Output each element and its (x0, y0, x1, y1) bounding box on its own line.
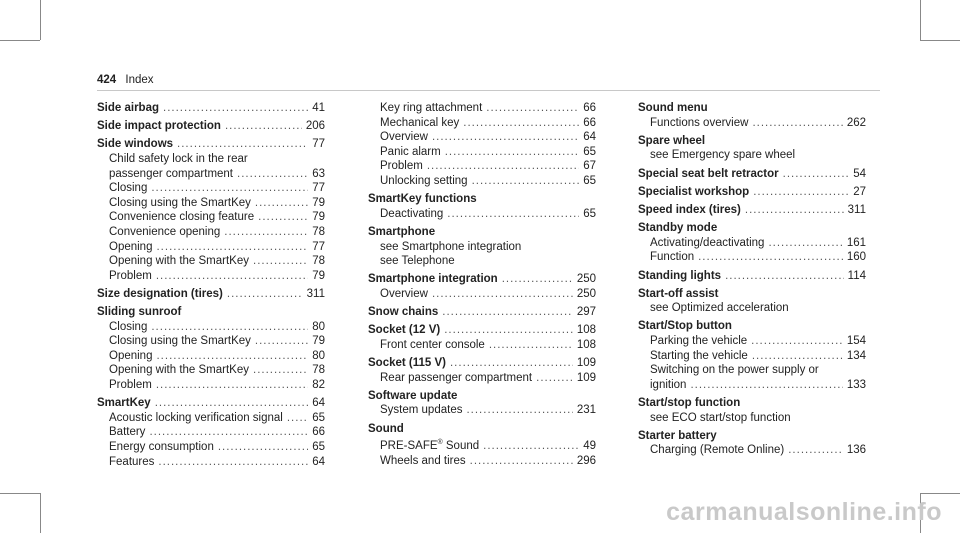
leader-dots (788, 443, 843, 458)
leader-dots (442, 305, 573, 320)
entry-label: Side impact protection (97, 120, 221, 133)
entry-label: Sliding sunroof (97, 306, 182, 319)
entry-label: SmartKey functions (368, 193, 477, 206)
leader-dots (486, 101, 579, 116)
leader-dots (155, 396, 309, 411)
page-ref[interactable]: 80 (312, 349, 325, 362)
leader-dots (447, 207, 579, 222)
page-ref[interactable]: 82 (312, 379, 325, 392)
index-entry[interactable] (638, 203, 866, 218)
watermark: carmanualsonline.info (666, 498, 942, 526)
header-rule (97, 90, 880, 91)
page-ref[interactable]: 64 (583, 131, 596, 144)
index-subentry[interactable] (368, 145, 596, 160)
index-subentry[interactable] (638, 349, 866, 364)
leader-dots (470, 454, 573, 469)
registered-mark: ® (437, 439, 443, 447)
index-subentry (638, 301, 866, 316)
leader-dots (752, 349, 843, 364)
page-ref[interactable]: 65 (312, 441, 325, 454)
entry-label: System updates (380, 404, 463, 417)
entry-label: see Emergency spare wheel (650, 149, 796, 162)
entry-label: Socket (115 V) (368, 357, 446, 370)
index-entry[interactable] (97, 137, 325, 152)
index-subentry (368, 254, 596, 269)
leader-dots (445, 145, 579, 160)
index-entry (368, 389, 596, 404)
page-ref[interactable]: 79 (312, 211, 325, 224)
page-ref[interactable]: 65 (583, 145, 596, 158)
index-subentry[interactable] (97, 254, 325, 269)
page-ref[interactable]: 64 (312, 455, 325, 468)
entry-label: Unlocking setting (380, 174, 468, 187)
entry-label: Standby mode (638, 222, 718, 235)
page-ref[interactable]: 49 (583, 440, 596, 453)
crop-mark (920, 40, 960, 41)
entry-label: Smartphone integration (368, 273, 498, 286)
leader-dots (483, 439, 579, 454)
index-subentry[interactable] (368, 207, 596, 222)
index-subentry (638, 148, 866, 163)
index-subentry[interactable] (638, 250, 866, 265)
entry-label: Closing using the SmartKey (109, 196, 251, 209)
entry-label: Key ring attachment (380, 102, 483, 114)
leader-dots (224, 225, 308, 240)
entry-label: Rear passenger compartment (380, 371, 533, 384)
index-subentry[interactable] (368, 116, 596, 131)
index-entry[interactable] (638, 269, 866, 284)
leader-dots (466, 403, 572, 418)
index-subentry[interactable] (638, 236, 866, 251)
index-entry (638, 101, 866, 116)
index-subentry[interactable] (368, 174, 596, 189)
index-subentry[interactable] (97, 455, 325, 470)
page-ref[interactable]: 262 (846, 116, 866, 129)
section-title: Index (125, 74, 154, 86)
leader-dots (287, 411, 308, 426)
leader-dots (489, 338, 573, 353)
index-subentry (638, 411, 866, 426)
index-subentry[interactable] (97, 411, 325, 426)
page-ref[interactable]: 109 (576, 357, 596, 370)
entry-label: Snow chains (368, 306, 439, 319)
index-subentry[interactable] (97, 440, 325, 455)
entry-label: Problem (109, 379, 152, 392)
leader-dots (502, 272, 573, 287)
index-subentry[interactable] (368, 130, 596, 145)
leader-dots (444, 323, 573, 338)
index-subentry[interactable] (368, 338, 596, 353)
entry-label: Side airbag (97, 102, 159, 114)
entry-label: Acoustic locking verification signal (109, 411, 283, 424)
leader-dots (751, 334, 843, 349)
index-entry (368, 422, 596, 437)
leader-dots (432, 130, 579, 145)
index-subentry (97, 152, 325, 167)
page-ref[interactable]: 311 (847, 203, 866, 216)
leader-dots (463, 116, 579, 131)
crop-mark (40, 0, 41, 40)
leader-dots (725, 269, 844, 284)
index-entry (638, 287, 866, 302)
entry-label: Sound menu (638, 102, 708, 114)
index-subentry[interactable] (97, 378, 325, 393)
index-subentry[interactable] (97, 334, 325, 349)
index-subentry (638, 363, 866, 378)
leader-dots (258, 210, 308, 225)
index-subentry (368, 240, 596, 255)
page-ref[interactable]: 108 (576, 324, 596, 337)
leader-dots (151, 320, 308, 335)
index-column-3 (638, 101, 866, 458)
page-ref[interactable]: 27 (853, 185, 866, 198)
index-subentry[interactable] (368, 454, 596, 469)
entry-label: Size designation (tires) (97, 287, 223, 300)
index-subentry[interactable] (97, 167, 325, 182)
leader-dots (432, 287, 573, 302)
index-entry[interactable] (368, 356, 596, 371)
index-subentry[interactable] (97, 425, 325, 440)
index-subentry[interactable] (368, 403, 596, 418)
page-ref[interactable]: 78 (312, 255, 325, 268)
index-subentry[interactable] (638, 378, 866, 393)
page-ref[interactable]: 77 (312, 138, 325, 151)
index-subentry[interactable] (368, 287, 596, 302)
entry-label: Starting the vehicle (650, 349, 748, 362)
index-entry (368, 225, 596, 240)
page-ref[interactable]: 160 (846, 251, 866, 264)
index-entry (638, 221, 866, 236)
page-header (97, 74, 154, 86)
index-subentry[interactable] (97, 363, 325, 378)
index-entry[interactable] (638, 185, 866, 200)
entry-label: Opening (109, 349, 153, 362)
entry-label: Opening (109, 240, 153, 253)
entry-label: see Telephone (380, 255, 455, 268)
page-ref[interactable]: 79 (312, 196, 325, 209)
entry-label: Switching on the power supply or (650, 364, 819, 377)
page-ref[interactable]: 77 (312, 240, 325, 253)
page-number: 424 (97, 74, 117, 86)
entry-label: Start-off assist (638, 287, 719, 300)
page-ref[interactable]: 65 (312, 411, 325, 424)
entry-label: Activating/deactivating (650, 236, 765, 249)
crop-mark (920, 493, 960, 494)
crop-mark (0, 40, 40, 41)
leader-dots (745, 203, 844, 218)
entry-label: Mechanical key (380, 116, 460, 129)
leader-dots (752, 116, 842, 131)
entry-label: Opening with the SmartKey (109, 255, 249, 268)
entry-label: Closing (109, 182, 148, 195)
page-ref[interactable]: 80 (312, 320, 325, 333)
index-entry[interactable] (368, 305, 596, 320)
page-ref[interactable]: 311 (306, 287, 325, 300)
leader-dots (427, 159, 579, 174)
page-ref[interactable]: 77 (312, 182, 325, 195)
leader-dots (151, 181, 308, 196)
page-ref[interactable]: 231 (576, 404, 596, 417)
index-subentry[interactable] (368, 159, 596, 174)
index-subentry[interactable] (97, 225, 325, 240)
entry-label: Convenience closing feature (109, 211, 255, 224)
entry-label: passenger compartment (109, 167, 234, 180)
index-subentry[interactable] (368, 101, 596, 116)
entry-label: PRE-SAFE® Sound (380, 439, 480, 453)
page-ref[interactable]: 133 (846, 378, 866, 391)
index-subentry[interactable] (97, 196, 325, 211)
page-ref[interactable]: 66 (583, 102, 596, 114)
index-entry (638, 134, 866, 149)
index-entry (97, 305, 325, 320)
crop-mark (40, 493, 41, 533)
entry-label: Special seat belt retractor (638, 167, 779, 180)
page-ref[interactable]: 65 (583, 174, 596, 187)
leader-dots (255, 334, 308, 349)
index-subentry[interactable] (97, 320, 325, 335)
leader-dots (149, 425, 308, 440)
index-entry[interactable] (97, 119, 325, 134)
index-subentry[interactable] (97, 240, 325, 255)
entry-label: Functions overview (650, 116, 749, 129)
leader-dots (237, 167, 308, 182)
leader-dots (536, 371, 573, 386)
index-entry[interactable] (638, 167, 866, 182)
entry-label: Overview (380, 131, 428, 144)
page-ref[interactable]: 250 (576, 287, 596, 300)
page-ref[interactable]: 63 (312, 167, 325, 180)
entry-label: Charging (Remote Online) (650, 444, 785, 457)
leader-dots (450, 356, 573, 371)
entry-label: Overview (380, 287, 428, 300)
entry-label: Battery (109, 426, 146, 439)
index-entry (368, 192, 596, 207)
page-ref[interactable]: 297 (576, 306, 596, 319)
page-ref[interactable]: 79 (312, 269, 325, 282)
page-ref[interactable]: 66 (583, 116, 596, 129)
leader-dots (253, 363, 308, 378)
entry-label: Problem (380, 160, 423, 173)
leader-dots (472, 174, 580, 189)
entry-label: Closing (109, 320, 148, 333)
entry-label: Front center console (380, 338, 485, 351)
leader-dots (783, 167, 850, 182)
index-subentry[interactable] (97, 181, 325, 196)
entry-label: Panic alarm (380, 145, 441, 158)
leader-dots (156, 269, 308, 284)
entry-label: Start/Stop button (638, 320, 732, 333)
entry-label: Parking the vehicle (650, 335, 748, 348)
page-ref[interactable]: 54 (853, 167, 866, 180)
index-entry (638, 396, 866, 411)
entry-label: Side windows (97, 138, 174, 151)
entry-label: Convenience opening (109, 225, 221, 238)
page-ref[interactable]: 66 (312, 426, 325, 439)
page-ref[interactable]: 109 (576, 371, 596, 384)
entry-label: ignition (650, 378, 687, 391)
leader-dots (218, 440, 308, 455)
page-ref[interactable]: 78 (312, 225, 325, 238)
entry-label: Software update (368, 389, 458, 402)
entry-label: Socket (12 V) (368, 324, 441, 337)
page-ref[interactable]: 154 (846, 335, 866, 348)
leader-dots (156, 349, 308, 364)
leader-dots (227, 287, 303, 302)
entry-label: Specialist workshop (638, 185, 750, 198)
index-subentry[interactable] (97, 210, 325, 225)
leader-dots (253, 254, 308, 269)
entry-label: Starter battery (638, 429, 717, 442)
entry-label: see ECO start/stop function (650, 411, 791, 424)
index-subentry[interactable] (368, 436, 596, 453)
leader-dots (225, 119, 302, 134)
leader-dots (177, 137, 308, 152)
page-ref[interactable]: 250 (576, 273, 596, 286)
entry-label: see Optimized acceleration (650, 302, 789, 315)
page-ref[interactable]: 79 (312, 335, 325, 348)
leader-dots (158, 455, 308, 470)
page-ref[interactable]: 114 (847, 269, 866, 282)
index-entry[interactable] (97, 396, 325, 411)
entry-label: Child safety lock in the rear (109, 152, 248, 165)
entry-label: Features (109, 455, 155, 468)
leader-dots (698, 250, 843, 265)
entry-label: Function (650, 251, 695, 264)
index-subentry[interactable] (638, 443, 866, 458)
leader-dots (690, 378, 842, 393)
page-ref[interactable]: 65 (583, 207, 596, 220)
page-ref[interactable]: 296 (576, 454, 596, 467)
leader-dots (156, 240, 308, 255)
entry-label: Deactivating (380, 207, 444, 220)
leader-dots (156, 378, 308, 393)
crop-mark (920, 0, 921, 40)
index-subentry[interactable] (97, 349, 325, 364)
index-subentry[interactable] (368, 371, 596, 386)
page-ref[interactable]: 161 (846, 236, 866, 249)
index-entry (638, 429, 866, 444)
crop-mark (0, 493, 40, 494)
page-ref[interactable]: 134 (846, 349, 866, 362)
entry-label: Standing lights (638, 269, 722, 282)
leader-dots (753, 185, 849, 200)
entry-label: Opening with the SmartKey (109, 364, 249, 377)
index-subentry[interactable] (638, 116, 866, 131)
entry-label: Energy consumption (109, 441, 214, 454)
entry-label: Spare wheel (638, 134, 706, 147)
page-ref[interactable]: 136 (846, 444, 866, 457)
entry-label: Speed index (tires) (638, 203, 741, 216)
entry-label: Problem (109, 269, 152, 282)
page-ref[interactable]: 78 (312, 364, 325, 377)
page-ref[interactable]: 41 (312, 102, 325, 114)
index-entry[interactable] (97, 101, 325, 116)
index-entry (638, 319, 866, 334)
index-column-2 (368, 101, 596, 468)
page-ref[interactable]: 64 (312, 397, 325, 410)
entry-label: Smartphone (368, 225, 436, 238)
index-entry[interactable] (97, 287, 325, 302)
entry-label: Closing using the SmartKey (109, 335, 251, 348)
entry-label: Sound (368, 422, 404, 435)
page-ref[interactable]: 108 (576, 338, 596, 351)
index-subentry[interactable] (638, 334, 866, 349)
entry-label: SmartKey (97, 397, 151, 410)
index-subentry[interactable] (97, 269, 325, 284)
page-ref[interactable]: 67 (583, 160, 596, 173)
entry-label: Wheels and tires (380, 454, 466, 467)
index-entry[interactable] (368, 272, 596, 287)
page-ref[interactable]: 206 (305, 120, 325, 133)
leader-dots (163, 101, 308, 116)
entry-label: see Smartphone integration (380, 240, 522, 253)
leader-dots (768, 236, 842, 251)
index-entry[interactable] (368, 323, 596, 338)
entry-label: Start/stop function (638, 397, 741, 410)
leader-dots (255, 196, 308, 211)
index-column-1 (97, 101, 325, 469)
